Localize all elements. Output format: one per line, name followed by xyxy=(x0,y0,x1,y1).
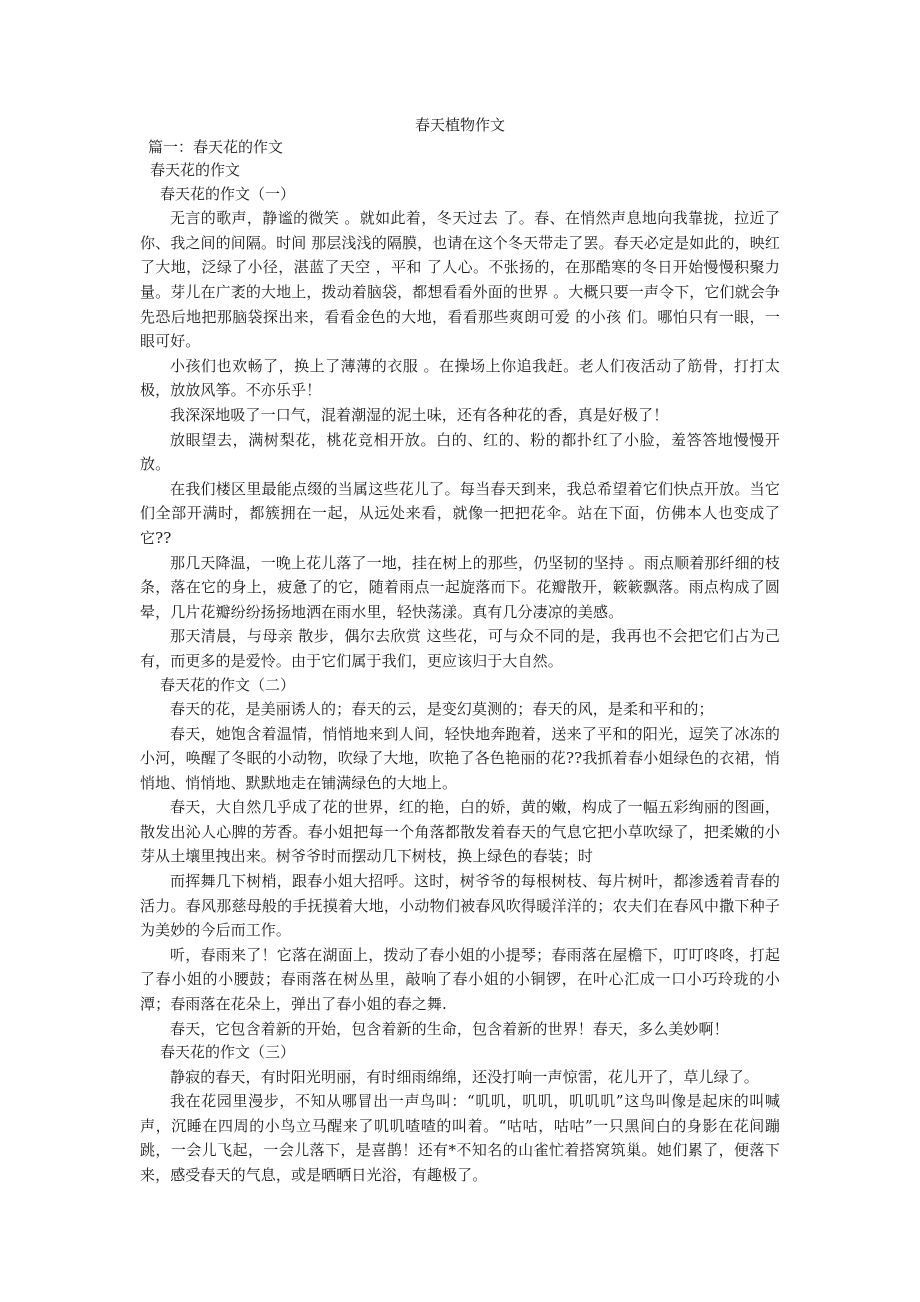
paragraph: 在我们楼区里最能点缀的当属这些花儿了。每当春天到来，我总希望着它们快点开放。当它们全部开满时，都簇拥在一起，从远处来看，就像一把把花伞。站在下面，仿佛本人也变成了它?? xyxy=(140,479,780,547)
paragraph: 那几天降温，一晚上花儿落了一地，挂在树上的那些，仍坚韧的坚持 。雨点顺着那纤细的枝条，落在它的身上，疲惫了的它，随着雨点一起旋落而下。花瓣散开，簌簌飘落。雨点构成了圆晕，几片花瓣纷纷扬扬地洒在雨水里，轻快荡漾。真有几分凄凉的美感。 xyxy=(140,553,780,621)
paragraph: 静寂的春天，有时阳光明丽，有时细雨绵绵，还没打响一声惊雷，花儿开了，草儿绿了。 xyxy=(170,1067,759,1086)
paragraph: 放眼望去，满树梨花，桃花竞相开放。白的、红的、粉的都扑红了小脸，羞答答地慢慢开放。 xyxy=(140,430,780,474)
paragraph: 春天，她饱含着温情，悄悄地来到人间，轻快地奔跑着，送来了平和的阳光，逗笑了冰冻的小河，唤醒了冬眠的小动物，吹绿了大地，吹艳了各色艳丽的花??我抓着春小姐绿色的衣裙，悄悄地、悄悄地、默默地走在铺满绿色的大地上。 xyxy=(140,724,780,792)
section-heading: 春天花的作文（三） xyxy=(160,1043,296,1062)
paragraph: 我在花园里漫步，不知从哪冒出一声鸟叫：“叽叽，叽叽，叽叽叽”这鸟叫像是起床的叫喊声，沉睡在四周的小鸟立马醒来了叽叽喳喳的叫着。“咕咕，咕咕”一只黑间白的身影在花间蹦跳，一会儿飞起，一会儿落下，是喜鹊！还有*不知名的山雀忙着搭窝筑巢。她们累了，便落下来，感受春天的气息，或是晒晒日光浴，有趣极了。 xyxy=(140,1092,780,1184)
document-body xyxy=(140,136,780,1188)
paragraph: 听，春雨来了！它落在湖面上，拨动了春小姐的小提琴；春雨落在屋檐下，叮叮咚咚，打起了春小姐的小腰鼓；春雨落在树丛里，敲响了春小姐的小铜锣，在叶心汇成一口小巧玲珑的小潭；春雨落在花朵上，弹出了春小姐的春之舞. xyxy=(140,945,780,1014)
section-heading: 篇一：春天花的作文 xyxy=(148,138,284,156)
paragraph: 春天的花，是美丽诱人的；春天的云，是变幻莫测的；春天的风，是柔和平和的； xyxy=(170,699,714,718)
section-heading: 春天花的作文（一） xyxy=(160,184,296,203)
paragraph: 春天，大自然几乎成了花的世界，红的艳，白的娇，黄的嫩，构成了一幅五彩绚丽的图画，散发出沁人心脾的芳香。春小姐把每一个角落都散发着春天的气息它把小草吹绿了，把柔嫩的小芽从土壤里拽出来。树爷爷时而摆动几下树枝，换上绿色的春装；时 xyxy=(140,798,780,866)
paragraph: 而挥舞几下树梢，跟春小姐大招呼。这时，树爷爷的每根树枝、每片树叶，都渗透着青春的活力。春风那慈母般的手抚摸着大地，小动物们被春风吹得暖洋洋的；农夫们在春风中撒下种子为美妙的今后而工作。 xyxy=(140,872,780,940)
paragraph: 小孩们也欢畅了，换上了薄薄的衣服 。在操场上你追我赶。老人们夜活动了筋骨，打打太极，放放风筝。不亦乐乎！ xyxy=(140,356,780,400)
paragraph: 春天，它包含着新的开始，包含着新的生命，包含着新的世界！春天，多么美妙啊！ xyxy=(170,1019,729,1038)
paragraph: 那天清晨，与母亲 散步，偶尔去欣赏 这些花，可与众不同的是，我再也不会把它们占为己有，而更多的是爱怜。由于它们属于我们，更应该归于大自然。 xyxy=(140,627,780,670)
section-heading: 春天花的作文（二） xyxy=(160,675,296,694)
paragraph: 我深深地吸了一口气，混着潮湿的泥土味，还有各种花的香，真是好极了！ xyxy=(170,405,669,424)
section-heading: 春天花的作文 xyxy=(150,161,241,180)
paragraph: 无言的歌声，静谧的微笑 。就如此着，冬天过去 了。春、在悄然声息地向我靠拢，拉近了你、我之间的间隔。时间 那层浅浅的隔膜，也请在这个冬天带走了罢。春天必定是如此的，映红了大地，泛绿了小径，湛蓝了天空 ，平和 了人心。不张扬的，在那酷寒的冬日开始慢慢积聚力量。芽儿在广袤的大地上，拨动着脑袋，都想看看外面的世界 。大概只要一声令下，它们就会争先恐后地把那脑袋探出来，看看金色的大地，看看那些爽朗可爱 的小孩 们。哪怕只有一眼，一眼可好。 xyxy=(140,209,780,351)
document-title: 春天植物作文 xyxy=(414,116,505,134)
